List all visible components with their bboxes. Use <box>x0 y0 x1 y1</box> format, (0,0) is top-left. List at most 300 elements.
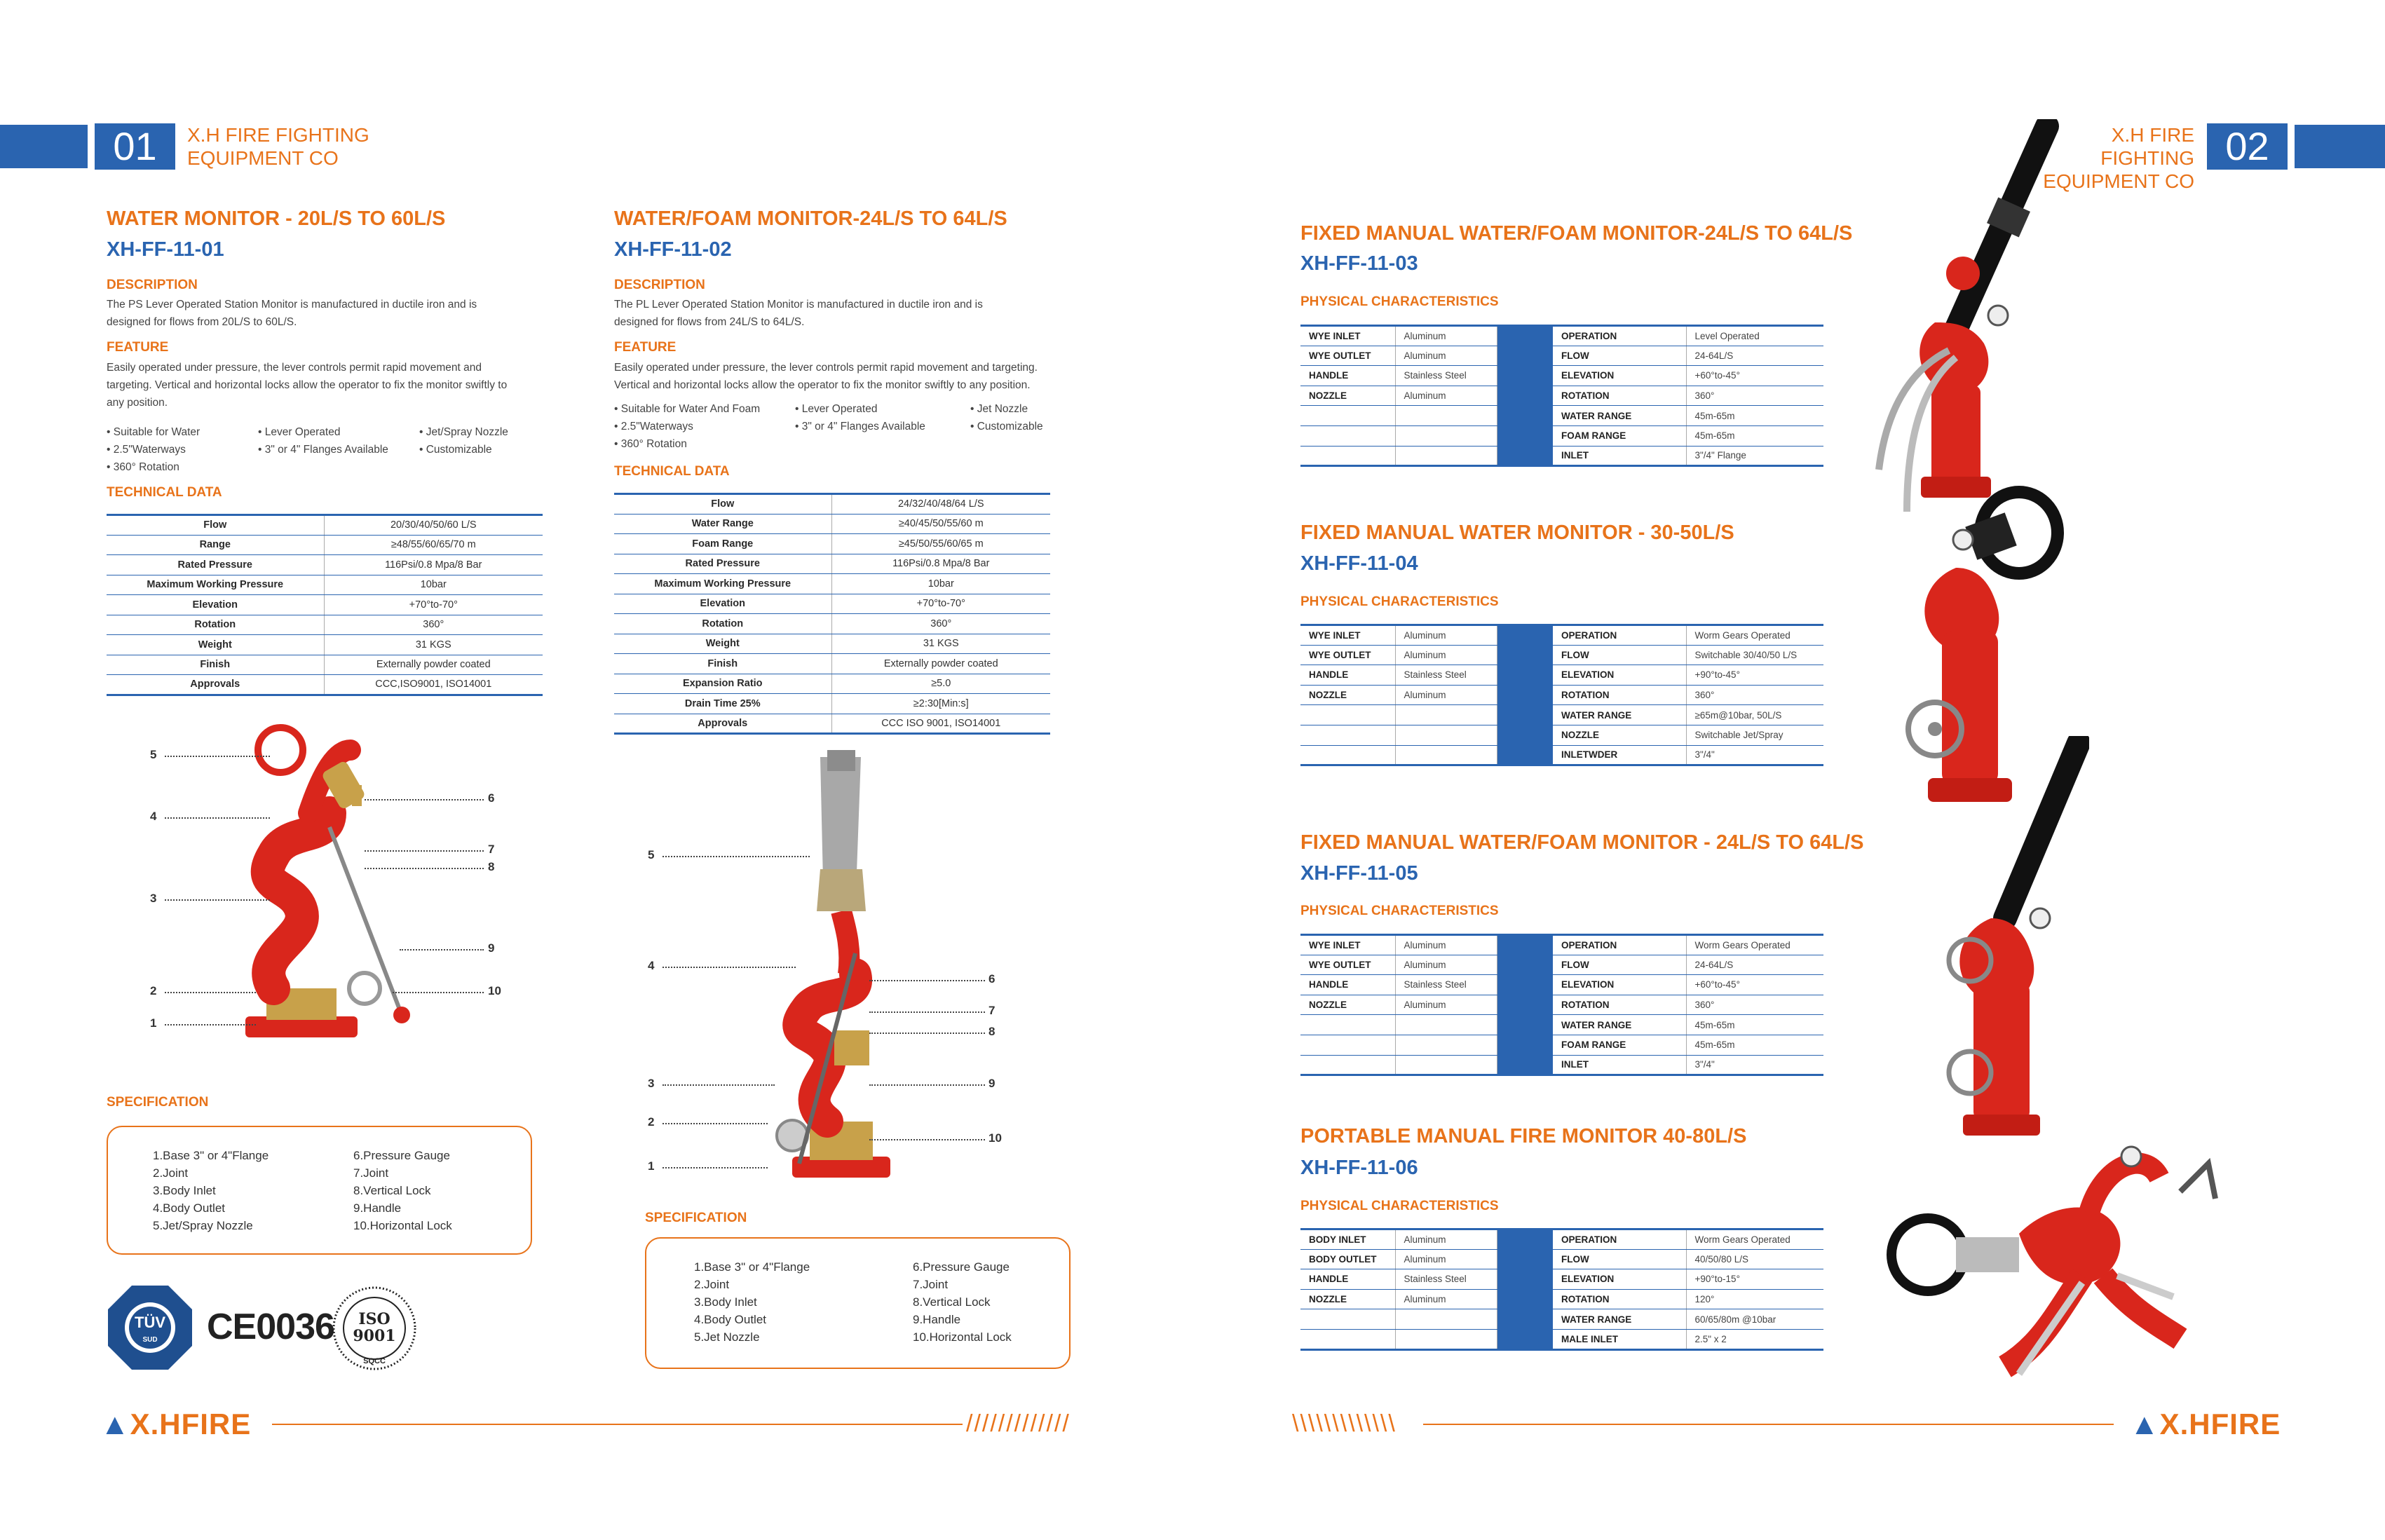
pc-key <box>1300 425 1395 446</box>
table-divider <box>1497 1309 1553 1330</box>
table-row <box>614 614 1050 634</box>
tech-value: Externally powder coated <box>831 654 1050 674</box>
product2-technical-heading: TECHNICAL DATA <box>614 464 730 479</box>
table-divider <box>1497 1055 1553 1075</box>
spec-item: 10.Horizontal Lock <box>913 1330 1012 1344</box>
product3-title: FIXED MANUAL WATER/FOAM MONITOR-24L/S TO 64L/S <box>1300 222 1853 245</box>
tech-value: ≥45/50/55/60/65 m <box>831 534 1050 554</box>
table-divider <box>1497 1015 1553 1035</box>
pc-value: ≥65m@10bar, 50L/S <box>1686 705 1823 725</box>
product1-description-heading: DESCRIPTION <box>107 278 198 292</box>
tech-key: Water Range <box>614 514 831 534</box>
tech-value: 360° <box>831 614 1050 634</box>
pc-value: 3"/4" Flange <box>1686 446 1823 466</box>
pc-key <box>1300 1035 1395 1055</box>
tech-key: Range <box>107 535 324 555</box>
tech-value: +70°to-70° <box>324 595 543 615</box>
table-divider <box>1497 1289 1553 1309</box>
pc-key: OPERATION <box>1553 1229 1686 1250</box>
pc-value <box>1395 1309 1497 1330</box>
pc-key <box>1300 1309 1395 1330</box>
product2-bullet: • Suitable for Water And Foam <box>614 403 761 415</box>
pc-value: Aluminum <box>1395 625 1497 646</box>
tech-key: Weight <box>107 635 324 655</box>
spec-item: 8.Vertical Lock <box>913 1295 991 1309</box>
pc-key: FLOW <box>1553 645 1686 665</box>
pc-key: WATER RANGE <box>1553 406 1686 426</box>
table-row <box>107 535 543 555</box>
pc-value: 2.5" x 2 <box>1686 1329 1823 1349</box>
pc-value: Aluminum <box>1395 1289 1497 1309</box>
pc-value <box>1395 446 1497 466</box>
pc-value: 24-64L/S <box>1686 955 1823 975</box>
callout-line <box>393 992 484 993</box>
pc-key: INLET <box>1553 446 1686 466</box>
table-divider <box>1497 326 1553 346</box>
pc-key: WYE INLET <box>1300 326 1395 346</box>
pc-key <box>1300 1329 1395 1349</box>
tech-key: Rotation <box>107 615 324 635</box>
pc-key: WATER RANGE <box>1553 1015 1686 1035</box>
table-row <box>1300 1249 1823 1269</box>
spec-item: 1.Base 3" or 4"Flange <box>153 1149 269 1162</box>
right-footer-logo <box>2130 1408 2281 1441</box>
pc-value <box>1395 725 1497 745</box>
tech-value: ≥5.0 <box>831 674 1050 694</box>
pc-value: 45m-65m <box>1686 1015 1823 1035</box>
tech-key: Flow <box>614 494 831 515</box>
product1-feature-heading: FEATURE <box>107 340 169 355</box>
pc-key <box>1300 725 1395 745</box>
feature-line: Easily operated under pressure, the lever controls permit rapid movement and targeting. <box>614 362 1038 374</box>
table-row <box>1300 1329 1823 1349</box>
tech-key: Finish <box>107 655 324 675</box>
table-divider <box>1497 346 1553 366</box>
table-row <box>1300 326 1823 346</box>
spec-item: 4.Body Outlet <box>694 1313 767 1326</box>
tech-value: 31 KGS <box>831 634 1050 654</box>
product1-callout: 4 <box>150 810 157 823</box>
tech-value: ≥40/45/50/55/60 m <box>831 514 1050 534</box>
pc-value: Stainless Steel <box>1395 975 1497 995</box>
table-row <box>614 554 1050 574</box>
table-row <box>614 534 1050 554</box>
pc-key <box>1300 1055 1395 1075</box>
table-divider <box>1497 425 1553 446</box>
product6-physical-heading: PHYSICAL CHARACTERISTICS <box>1300 1199 1499 1213</box>
tech-key: Rotation <box>614 614 831 634</box>
tech-key: Finish <box>614 654 831 674</box>
product1-callout: 7 <box>488 843 495 856</box>
pc-key <box>1300 1015 1395 1035</box>
product1-code: XH-FF-11-01 <box>107 238 224 261</box>
pc-value: 3"/4" <box>1686 745 1823 765</box>
pc-value: Aluminum <box>1395 955 1497 975</box>
pc-key <box>1300 745 1395 765</box>
pc-key: OPERATION <box>1553 326 1686 346</box>
spec-item: 5.Jet Nozzle <box>694 1330 760 1344</box>
pc-key: NOZZLE <box>1300 685 1395 705</box>
product2-callout: 8 <box>988 1025 996 1038</box>
left-footer-slashes: ///////////// <box>966 1410 1071 1437</box>
callout-line <box>662 1123 768 1124</box>
product5-physical-heading: PHYSICAL CHARACTERISTICS <box>1300 904 1499 918</box>
right-header-bar <box>2295 125 2385 168</box>
table-row <box>107 635 543 655</box>
pc-value: Worm Gears Operated <box>1686 625 1823 646</box>
pc-value: Aluminum <box>1395 935 1497 955</box>
table-row <box>1300 705 1823 725</box>
tech-key: Maximum Working Pressure <box>107 575 324 595</box>
table-row <box>1300 665 1823 686</box>
pc-key: WYE OUTLET <box>1300 645 1395 665</box>
left-footer-line <box>272 1424 963 1425</box>
callout-line <box>869 1084 985 1086</box>
pc-key: ROTATION <box>1553 995 1686 1015</box>
spec-item: 1.Base 3" or 4"Flange <box>694 1260 810 1274</box>
product2-callout: 5 <box>648 848 655 861</box>
table-row <box>1300 1055 1823 1075</box>
product4-physical-table <box>1300 624 1823 766</box>
pc-key: FOAM RANGE <box>1553 425 1686 446</box>
callout-line <box>869 1011 985 1013</box>
right-footer-slashes: \\\\\\\\\\\\\ <box>1292 1410 1397 1437</box>
callout-line <box>869 1033 985 1034</box>
pc-value: 360° <box>1686 685 1823 705</box>
table-divider <box>1497 1229 1553 1250</box>
pc-key: FLOW <box>1553 346 1686 366</box>
table-divider <box>1497 955 1553 975</box>
pc-value: Aluminum <box>1395 685 1497 705</box>
product2-callout: 1 <box>648 1159 655 1173</box>
table-divider <box>1497 625 1553 646</box>
spec-item: 2.Joint <box>694 1278 730 1291</box>
pc-key: WYE INLET <box>1300 935 1395 955</box>
table-row <box>614 714 1050 734</box>
callout-line <box>165 1024 256 1025</box>
pc-key: HANDLE <box>1300 1269 1395 1290</box>
product2-bullet: • Lever Operated <box>795 403 878 415</box>
pc-key: WATER RANGE <box>1553 705 1686 725</box>
product1-feature <box>107 359 507 411</box>
table-row <box>1300 725 1823 745</box>
description-line: The PL Lever Operated Station Monitor is manufactured in ductile iron and is <box>614 299 983 311</box>
table-row <box>1300 1229 1823 1250</box>
table-row <box>107 615 543 635</box>
pc-value: 360° <box>1686 386 1823 406</box>
footer-logo-text: X.HFIRE <box>2159 1408 2281 1440</box>
feature-line: Easily operated under pressure, the lever controls permit rapid movement and <box>107 362 482 374</box>
pc-key: FLOW <box>1553 1249 1686 1269</box>
flame-icon: ▲ <box>2130 1408 2160 1440</box>
pc-value: 3"/4" <box>1686 1055 1823 1075</box>
table-row <box>1300 386 1823 406</box>
table-row <box>1300 425 1823 446</box>
product4-physical-heading: PHYSICAL CHARACTERISTICS <box>1300 594 1499 609</box>
table-row <box>614 514 1050 534</box>
product6-physical-table <box>1300 1228 1823 1351</box>
product1-callout: 10 <box>488 984 501 997</box>
pc-value: Worm Gears Operated <box>1686 1229 1823 1250</box>
pc-key: MALE INLET <box>1553 1329 1686 1349</box>
left-company-name <box>187 123 369 170</box>
table-divider <box>1497 705 1553 725</box>
tech-value: ≥2:30[Min:s] <box>831 694 1050 714</box>
product3-physical-table <box>1300 325 1823 467</box>
callout-line <box>365 868 484 869</box>
table-row <box>614 634 1050 654</box>
pc-value: 45m-65m <box>1686 406 1823 426</box>
table-divider <box>1497 745 1553 765</box>
table-divider <box>1497 446 1553 466</box>
callout-line <box>165 756 270 757</box>
product1-callout: 6 <box>488 791 495 805</box>
table-row <box>1300 995 1823 1015</box>
product5-physical-table <box>1300 934 1823 1076</box>
product4-code: XH-FF-11-04 <box>1300 552 1418 575</box>
product5-title: FIXED MANUAL WATER/FOAM MONITOR - 24L/S TO 64L/S <box>1300 831 1864 854</box>
table-row <box>1300 366 1823 386</box>
pc-key: FLOW <box>1553 955 1686 975</box>
spec-item: 5.Jet/Spray Nozzle <box>153 1219 253 1232</box>
callout-line <box>662 856 810 857</box>
tech-key: Approvals <box>107 675 324 695</box>
table-divider <box>1497 1249 1553 1269</box>
flame-icon: ▲ <box>100 1408 130 1440</box>
pc-key: ELEVATION <box>1553 366 1686 386</box>
table-row <box>107 595 543 615</box>
pc-key <box>1300 446 1395 466</box>
tech-value: CCC,ISO9001, ISO14001 <box>324 675 543 695</box>
feature-line: any position. <box>107 397 168 409</box>
spec-list-col2 <box>913 1258 1012 1346</box>
pc-key: ELEVATION <box>1553 975 1686 995</box>
spec-list-col1 <box>153 1147 269 1234</box>
pc-value: 24-64L/S <box>1686 346 1823 366</box>
callout-line <box>165 899 270 901</box>
pc-value: 40/50/80 L/S <box>1686 1249 1823 1269</box>
pc-value <box>1395 745 1497 765</box>
product1-title: WATER MONITOR - 20L/S TO 60L/S <box>107 207 446 230</box>
table-row <box>1300 446 1823 466</box>
product6-monitor-photo <box>1879 1122 2257 1388</box>
footer-logo-text: X.HFIRE <box>130 1408 252 1440</box>
pc-key: OPERATION <box>1553 935 1686 955</box>
product1-bullet: • 360° Rotation <box>107 461 179 473</box>
product4-title: FIXED MANUAL WATER MONITOR - 30-50L/S <box>1300 522 1734 544</box>
table-divider <box>1497 1329 1553 1349</box>
product1-bullet: • 2.5"Waterways <box>107 444 186 456</box>
pc-value: 360° <box>1686 995 1823 1015</box>
pc-key: FOAM RANGE <box>1553 1035 1686 1055</box>
table-divider <box>1497 645 1553 665</box>
table-row <box>107 575 543 595</box>
company-line1: X.H FIRE FIGHTING <box>187 124 369 146</box>
pc-key <box>1300 406 1395 426</box>
pc-value: +60°to-45° <box>1686 975 1823 995</box>
pc-value: +90°to-15° <box>1686 1269 1823 1290</box>
callout-line <box>165 992 256 993</box>
pc-key: NOZZLE <box>1300 386 1395 406</box>
table-divider <box>1497 995 1553 1015</box>
product3-physical-heading: PHYSICAL CHARACTERISTICS <box>1300 294 1499 309</box>
pc-value <box>1395 1035 1497 1055</box>
table-divider <box>1497 386 1553 406</box>
product1-bullet: • Jet/Spray Nozzle <box>419 426 508 438</box>
table-divider <box>1497 665 1553 686</box>
tech-key: Rated Pressure <box>107 555 324 575</box>
tech-key: Foam Range <box>614 534 831 554</box>
pc-value: 60/65/80m @10bar <box>1686 1309 1823 1330</box>
product1-specification-heading: SPECIFICATION <box>107 1095 209 1110</box>
spec-item: 6.Pressure Gauge <box>353 1149 450 1162</box>
product3-code: XH-FF-11-03 <box>1300 252 1418 275</box>
description-line: designed for flows from 24L/S to 64L/S. <box>614 316 805 328</box>
spec-item: 7.Joint <box>913 1278 949 1291</box>
product1-callout: 9 <box>488 941 495 955</box>
feature-line: Vertical and horizontal locks allow the operator to fix the monitor swiftly to any position. <box>614 379 1031 391</box>
pc-value: +90°to-45° <box>1686 665 1823 686</box>
table-divider <box>1497 366 1553 386</box>
table-row <box>1300 975 1823 995</box>
spec-list-col2 <box>353 1147 452 1234</box>
pc-value <box>1395 406 1497 426</box>
spec-item: 8.Vertical Lock <box>353 1184 431 1197</box>
pc-value: 45m-65m <box>1686 425 1823 446</box>
product2-callout: 2 <box>648 1115 655 1129</box>
table-row <box>614 674 1050 694</box>
pc-key: WYE OUTLET <box>1300 955 1395 975</box>
pc-key: ROTATION <box>1553 685 1686 705</box>
product1-technical-heading: TECHNICAL DATA <box>107 485 222 500</box>
table-row <box>614 594 1050 614</box>
table-row <box>1300 346 1823 366</box>
tech-key: Elevation <box>614 594 831 614</box>
table-row <box>1300 1269 1823 1290</box>
pc-key: WATER RANGE <box>1553 1309 1686 1330</box>
pc-value <box>1395 425 1497 446</box>
table-row <box>1300 625 1823 646</box>
pc-value <box>1395 1055 1497 1075</box>
product2-bullet: • Jet Nozzle <box>970 403 1028 415</box>
pc-value: +60°to-45° <box>1686 366 1823 386</box>
table-divider <box>1497 935 1553 955</box>
tech-value: 360° <box>324 615 543 635</box>
callout-line <box>365 850 484 852</box>
iso-9001-logo <box>331 1285 418 1372</box>
pc-value: Switchable Jet/Spray <box>1686 725 1823 745</box>
pc-key: NOZZLE <box>1300 995 1395 1015</box>
pc-key: HANDLE <box>1300 975 1395 995</box>
spec-item: 9.Handle <box>913 1313 961 1326</box>
tech-key: Flow <box>107 515 324 536</box>
pc-key: BODY OUTLET <box>1300 1249 1395 1269</box>
tech-key: Elevation <box>107 595 324 615</box>
ce-mark: CE0036 <box>207 1307 334 1347</box>
tech-value: 20/30/40/50/60 L/S <box>324 515 543 536</box>
callout-line <box>662 967 796 968</box>
product2-title: WATER/FOAM MONITOR-24L/S TO 64L/S <box>614 207 1007 230</box>
pc-value: Aluminum <box>1395 1249 1497 1269</box>
feature-line: targeting. Vertical and horizontal locks allow the operator to fix the monitor swiftly to <box>107 379 508 391</box>
product2-description-heading: DESCRIPTION <box>614 278 705 292</box>
table-row <box>1300 1015 1823 1035</box>
pc-value <box>1395 1329 1497 1349</box>
spec-item: 2.Joint <box>153 1166 189 1180</box>
product6-code: XH-FF-11-06 <box>1300 1157 1418 1179</box>
product2-specification-heading: SPECIFICATION <box>645 1211 747 1225</box>
tech-value: 116Psi/0.8 Mpa/8 Bar <box>324 555 543 575</box>
description-line: The PS Lever Operated Station Monitor is manufactured in ductile iron and is <box>107 299 477 311</box>
pc-value: Stainless Steel <box>1395 665 1497 686</box>
table-divider <box>1497 685 1553 705</box>
spec-item: 10.Horizontal Lock <box>353 1219 452 1232</box>
product2-bullet: • 360° Rotation <box>614 438 687 450</box>
table-row <box>1300 1289 1823 1309</box>
callout-line <box>365 799 484 800</box>
table-divider <box>1497 1035 1553 1055</box>
left-page-number: 01 <box>95 123 175 170</box>
product2-feature <box>614 359 1038 394</box>
tech-key: Weight <box>614 634 831 654</box>
product2-callout: 9 <box>988 1077 996 1090</box>
product6-title: PORTABLE MANUAL FIRE MONITOR 40-80L/S <box>1300 1125 1747 1147</box>
product1-callout: 2 <box>150 984 157 997</box>
pc-key: NOZZLE <box>1300 1289 1395 1309</box>
pc-value: Aluminum <box>1395 326 1497 346</box>
spec-item: 4.Body Outlet <box>153 1201 226 1215</box>
product1-description <box>107 296 477 331</box>
description-line: designed for flows from 20L/S to 60L/S. <box>107 316 297 328</box>
callout-line <box>869 1139 985 1140</box>
tech-value: 31 KGS <box>324 635 543 655</box>
spec-item: 3.Body Inlet <box>694 1295 757 1309</box>
pc-value: Aluminum <box>1395 1229 1497 1250</box>
tech-value: 10bar <box>324 575 543 595</box>
pc-key: ELEVATION <box>1553 1269 1686 1290</box>
spec-item: 6.Pressure Gauge <box>913 1260 1010 1274</box>
table-row <box>107 655 543 675</box>
tech-key: Expansion Ratio <box>614 674 831 694</box>
table-row <box>107 515 543 536</box>
table-row <box>1300 1035 1823 1055</box>
table-divider <box>1497 725 1553 745</box>
product2-callout: 6 <box>988 972 996 986</box>
product2-bullet: • 2.5"Waterways <box>614 421 693 432</box>
callout-line <box>869 980 985 981</box>
product1-monitor-illustration <box>168 722 477 1058</box>
tech-value: ≥48/55/60/65/70 m <box>324 535 543 555</box>
pc-key: ROTATION <box>1553 386 1686 406</box>
table-row <box>1300 645 1823 665</box>
table-row <box>1300 685 1823 705</box>
tuv-logo <box>105 1283 195 1372</box>
product1-technical-table <box>107 514 543 696</box>
right-footer-line <box>1423 1424 2114 1425</box>
table-divider <box>1497 1269 1553 1290</box>
pc-key: ROTATION <box>1553 1289 1686 1309</box>
tech-key: Rated Pressure <box>614 554 831 574</box>
product1-callout: 5 <box>150 748 157 761</box>
pc-key: BODY INLET <box>1300 1229 1395 1250</box>
pc-value: 45m-65m <box>1686 1035 1823 1055</box>
pc-value: Aluminum <box>1395 386 1497 406</box>
product2-callout: 7 <box>988 1004 996 1017</box>
product1-callout: 1 <box>150 1016 157 1030</box>
product1-callout: 8 <box>488 860 495 873</box>
tech-value: 24/32/40/48/64 L/S <box>831 494 1050 515</box>
product2-technical-table <box>614 493 1050 735</box>
